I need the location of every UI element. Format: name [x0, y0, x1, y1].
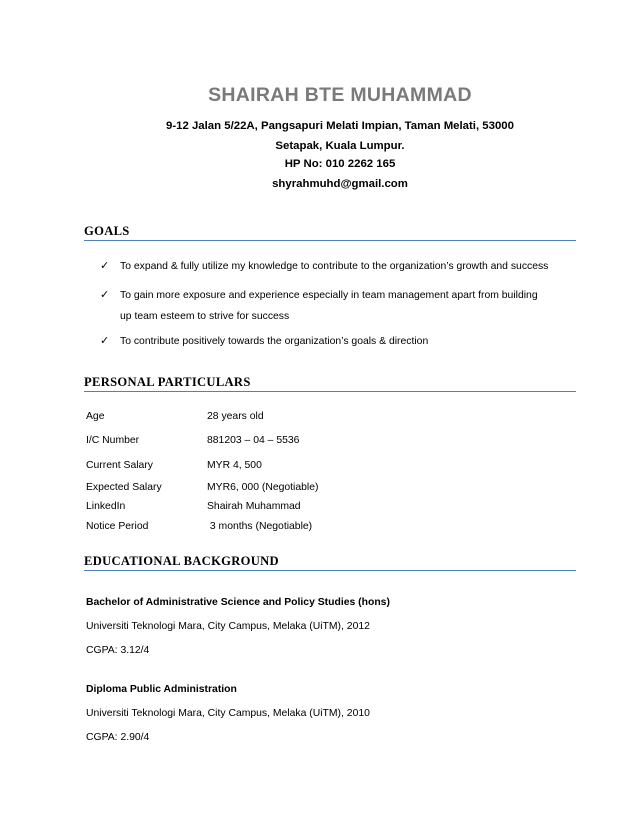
particular-value: Shairah Muhammad [207, 501, 301, 512]
particular-label: Expected Salary [86, 482, 162, 493]
personal-particulars-heading: PERSONAL PARTICULARS [84, 375, 576, 392]
diploma-cgpa: CGPA: 2.90/4 [86, 732, 150, 743]
diploma-title: Diploma Public Administration [86, 684, 237, 695]
goal-text: To expand & fully utilize my knowledge to contribute to the organization’s growth and success [120, 261, 549, 272]
particular-label: Notice Period [86, 521, 149, 532]
degree-cgpa: CGPA: 3.12/4 [86, 645, 150, 656]
goal-text: To contribute positively towards the organization’s goals & direction [120, 336, 429, 347]
degree-title: Bachelor of Administrative Science and Policy Studies (hons) [86, 597, 390, 608]
goal-item [100, 285, 570, 327]
particular-value: 28 years old [207, 411, 264, 422]
goal-text-continued: up team esteem to strive for success [120, 311, 290, 322]
phone-number: HP No: 010 2262 165 [284, 158, 396, 170]
goal-item [100, 256, 570, 277]
address-line-1: 9-12 Jalan 5/22A, Pangsapuri Melati Impian, Taman Melati, 53000 [166, 120, 514, 132]
particular-label: Current Salary [86, 460, 153, 471]
particular-label: LinkedIn [86, 501, 126, 512]
email-address: shyrahmuhd@gmail.com [272, 178, 408, 190]
check-icon: ✓ [100, 289, 110, 301]
education-heading: EDUCATIONAL BACKGROUND [84, 554, 576, 571]
particular-value: MYR 4, 500 [207, 460, 262, 471]
particular-value: 881203 – 04 – 5536 [207, 435, 300, 446]
address-line-2: Setapak, Kuala Lumpur. [275, 140, 405, 152]
goals-heading: GOALS [84, 224, 576, 241]
degree-institution: Universiti Teknologi Mara, City Campus, Melaka (UiTM), 2012 [86, 621, 370, 632]
goal-item [100, 331, 570, 352]
particular-label: Age [86, 411, 105, 422]
particular-label: I/C Number [86, 435, 140, 446]
check-icon: ✓ [100, 260, 110, 272]
candidate-name: SHAIRAH BTE MUHAMMAD [208, 84, 472, 106]
check-icon: ✓ [100, 335, 110, 347]
diploma-institution: Universiti Teknologi Mara, City Campus, Melaka (UiTM), 2010 [86, 708, 370, 719]
particular-value: MYR6, 000 (Negotiable) [207, 482, 319, 493]
goal-text: To gain more exposure and experience especially in team management apart from building [120, 290, 538, 301]
particular-value: 3 months (Negotiable) [207, 521, 313, 532]
